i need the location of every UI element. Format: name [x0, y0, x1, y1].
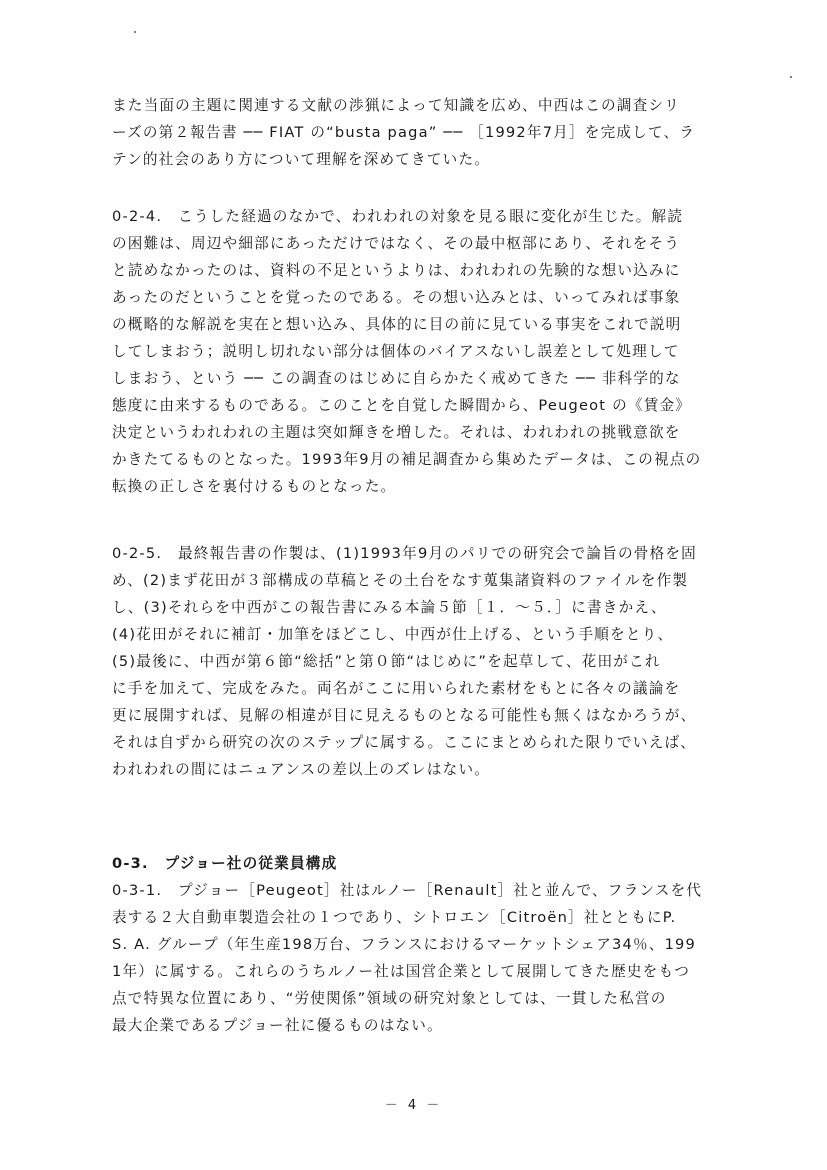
- text-line: しまおう、という ── この調査のはじめに自らかたく戒めてきた ── 非科学的な: [112, 370, 681, 387]
- text-line: 0-2-4. こうした経過のなかで、われわれの対象を見る眼に変化が生じた。解読: [112, 208, 684, 225]
- section-0-3: [112, 850, 752, 1039]
- scan-speck: [134, 31, 136, 33]
- text-line: ーズの第２報告書 ── FIAT の“busta paga” ── ［1992年7月］を完成して、ラ: [112, 124, 696, 141]
- text-line: 0-2-5. 最終報告書の作製は、(1)1993年9月のパリでの研究会で論旨の骨格を固: [112, 545, 697, 562]
- text-line: それは自ずから研究の次のステップに属する。ここにまとめられた限りでいえば、: [112, 734, 697, 751]
- text-line: 更に展開すれば、見解の相違が目に見えるものとなる可能性も無くはなかろうが、: [112, 707, 697, 724]
- text-line: してしまおう；説明し切れない部分は個体のバイアスないし誤差として処理して: [112, 343, 680, 360]
- text-line: あったのだということを覚ったのである。その想い込みとは、いってみれば事象: [112, 289, 681, 306]
- text-line: 最大企業であるプジョー社に優るものはない。: [112, 1017, 443, 1034]
- text-line: 決定というわれわれの主題は突如輝きを増した。それは、われわれの挑戦意欲を: [112, 424, 681, 441]
- scan-speck: [790, 76, 792, 78]
- text-line: 1年）に属する。これらのうちルノー社は国営企業として展開してきた歴史をもつ: [112, 963, 691, 980]
- paragraph-intro-continuation: [112, 92, 752, 173]
- page-number: － 4 －: [384, 1098, 443, 1113]
- section-heading: 0-3. プジョー社の従業員構成: [112, 855, 338, 872]
- text-line: め、(2)まず花田が３部構成の草稿とその土台をなす蒐集諸資料のファイルを作製: [112, 572, 689, 589]
- text-line: (4)花田がそれに補訂・加筆をほどこし、中西が仕上げる、という手順をとり、: [112, 626, 674, 643]
- text-line: 表する２大自動車製造会社の１つであり、シトロエン［Citroën］社とともにP.: [112, 909, 677, 926]
- text-line: に手を加えて、完成をみた。両名がここに用いられた素材をもとに各々の議論を: [112, 680, 681, 697]
- text-line: 転換の正しさを裏付けるものとなった。: [112, 478, 397, 495]
- paragraph-0-2-5: [112, 540, 752, 783]
- text-line: と読めなかったのは、資料の不足というよりは、われわれの先験的な想い込みに: [112, 262, 681, 279]
- text-line: 点で特異な位置にあり、“労使関係”領域の研究対象としては、一貫した私営の: [112, 990, 667, 1007]
- text-line: われわれの間にはニュアンスの差以上のズレはない。: [112, 761, 491, 778]
- text-line: の概略的な解説を実在と想い込み、具体的に目の前に見ている事実をこれで説明: [112, 316, 682, 333]
- text-line: し、(3)それらを中西がこの報告書にみる本論５節［１．～５．］に書きかえ、: [112, 599, 667, 616]
- text-line: の困難は、周辺や細部にあっただけではなく、その最中枢部にあり、それをそう: [112, 235, 681, 252]
- text-line: 0-3-1. プジョー［Peugeot］社はルノー［Renault］社と並んで、フランスを代: [112, 882, 703, 899]
- text-line: テン的社会のあり方について理解を深めてきていた。: [112, 151, 491, 168]
- text-line: 態度に由来するものである。このことを自覚した瞬間から、Peugeot の《賃金》: [112, 397, 692, 414]
- text-line: (5)最後に、中西が第６節“総括”と第０節“はじめに”を起草して、花田がこれ: [112, 653, 661, 670]
- text-line: かきたてるものとなった。1993年9月の補足調査から集めたデータは、この視点の: [112, 451, 702, 468]
- paragraph-0-2-4: [112, 203, 752, 500]
- text-line: また当面の主題に関連する文献の渉猟によって知識を広め、中西はこの調査シリ: [112, 97, 680, 114]
- text-line: S. A. グループ（年生産198万台、フランスにおけるマーケットシェア34％、199: [112, 936, 697, 953]
